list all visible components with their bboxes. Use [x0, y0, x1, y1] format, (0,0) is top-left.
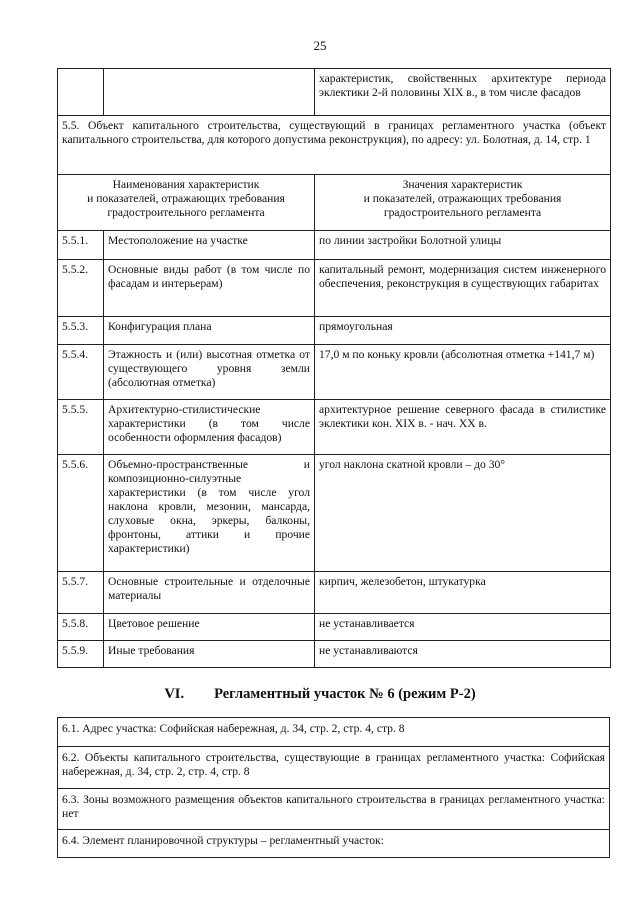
section-title: Регламентный участок № 6 (режим Р-2) [214, 686, 476, 702]
list-item [58, 789, 610, 830]
row-value: кирпич, железобетон, штукатурка [315, 572, 611, 614]
row-number: 5.5.3. [58, 317, 104, 345]
header-characteristics: Наименования характеристик и показателей, отражающих требования градостроительного регламента [58, 175, 315, 231]
row-characteristic: Архитектурно-стилистические характеристики (в том числе особенности оформления фасадов) [104, 400, 315, 455]
table-row [58, 455, 611, 572]
row-value: угол наклона скатной кровли – до 30° [315, 455, 611, 572]
table-row [58, 260, 611, 317]
regulation-table-5-5 [57, 68, 611, 668]
row-characteristic: Этажность и (или) высотная отметка от существующего уровня земли (абсолютная отметка) [104, 345, 315, 400]
table-row [58, 317, 611, 345]
row-number: 5.5.1. [58, 231, 104, 260]
row-number: 5.5.2. [58, 260, 104, 317]
table-row [58, 345, 611, 400]
continuation-value-cell: характеристик, свойственных архитектуре периода эклектики 2-й половины XIX в., в том числе фасадов [315, 69, 611, 116]
object-title: 5.5. Объект капитального строительства, существующий в границах регламентного участка (объект капитального строительства, для которого допустима реконструкция), по адресу: ул. Болотная, д. 14, стр. 1 [58, 116, 611, 175]
row-characteristic: Основные виды работ (в том числе по фасадам и интерьерам) [104, 260, 315, 317]
table-row [58, 614, 611, 641]
header-values: Значения характеристик и показателей, отражающих требования градостроительного регламента [315, 175, 611, 231]
row-value: прямоугольная [315, 317, 611, 345]
table-row [58, 572, 611, 614]
table-row [58, 641, 611, 668]
object-title-row [58, 116, 611, 175]
row-value: не устанавливается [315, 614, 611, 641]
table-row [58, 231, 611, 260]
row-characteristic: Цветовое решение [104, 614, 315, 641]
row-number: 5.5.6. [58, 455, 104, 572]
continuation-num-cell [58, 69, 104, 116]
section-heading [0, 686, 640, 703]
section-roman-numeral: VI. [164, 686, 185, 702]
row-number: 5.5.8. [58, 614, 104, 641]
row-value: капитальный ремонт, модернизация систем инженерного обеспечения, реконструкция в существующих габаритах [315, 260, 611, 317]
list-item [58, 830, 610, 858]
continuation-name-cell [104, 69, 315, 116]
row-value: не устанавливаются [315, 641, 611, 668]
row-value: 17,0 м по коньку кровли (абсолютная отметка +141,7 м) [315, 345, 611, 400]
row-number: 5.5.7. [58, 572, 104, 614]
list-item [58, 747, 610, 789]
row-characteristic: Иные требования [104, 641, 315, 668]
row-characteristic: Основные строительные и отделочные материалы [104, 572, 315, 614]
row-number: 5.5.9. [58, 641, 104, 668]
row-number: 5.5.5. [58, 400, 104, 455]
section-item-6-1: 6.1. Адрес участка: Софийская набережная, д. 34, стр. 2, стр. 4, стр. 8 [58, 718, 610, 747]
row-number: 5.5.4. [58, 345, 104, 400]
list-item [58, 718, 610, 747]
table-row [58, 400, 611, 455]
row-characteristic: Конфигурация плана [104, 317, 315, 345]
table-header-row [58, 175, 611, 231]
section-item-6-4: 6.4. Элемент планировочной структуры – регламентный участок: [58, 830, 610, 858]
continuation-row [58, 69, 611, 116]
page-number: 25 [313, 38, 327, 53]
row-characteristic: Местоположение на участке [104, 231, 315, 260]
section-6-table [57, 717, 610, 858]
section-item-6-3: 6.3. Зоны возможного размещения объектов капитального строительства в границах регламентного участка: нет [58, 789, 610, 830]
section-item-6-2: 6.2. Объекты капитального строительства, существующие в границах регламентного участка: Софийская набережная, д. 34, стр. 2, стр. 4, стр. 8 [58, 747, 610, 789]
row-value: по линии застройки Болотной улицы [315, 231, 611, 260]
row-value: архитектурное решение северного фасада в стилистике эклектики кон. XIX в. - нач. XX в. [315, 400, 611, 455]
row-characteristic: Объемно-пространственные и композиционно-силуэтные характеристики (в том числе угол наклона кровли, мезонин, мансарда, слуховые окна, эркеры, балконы, фронтоны, аттики и прочие характеристики) [104, 455, 315, 572]
